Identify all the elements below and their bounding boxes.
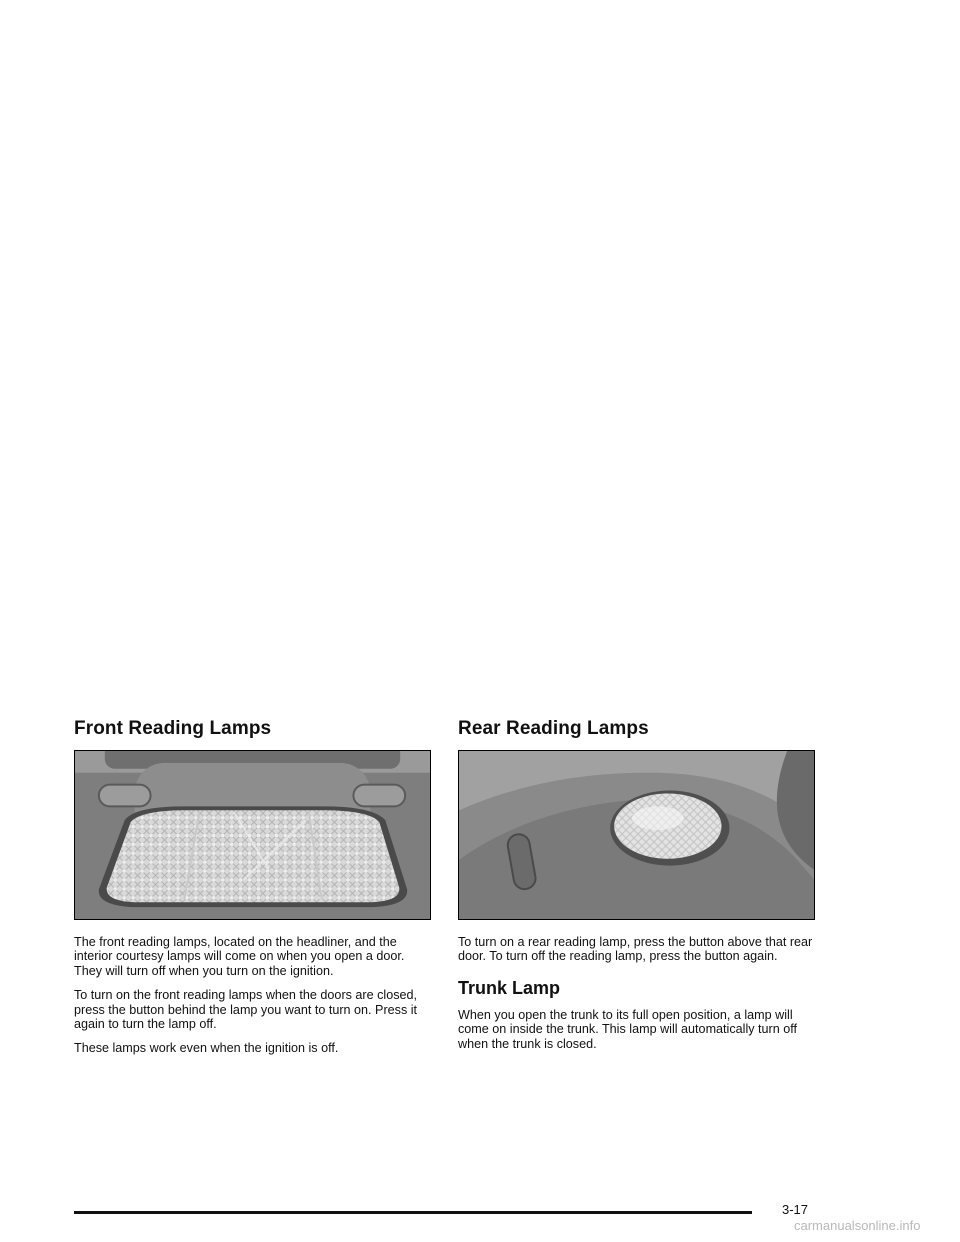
page-number: 3-17: [782, 1202, 809, 1217]
rear-reading-lamps-section: [458, 716, 815, 1051]
section-heading: Rear Reading Lamps: [458, 718, 649, 739]
paragraph: When you open the trunk to its full open position, a lamp will come on inside the trunk. This lamp will automatically turn off when the trunk is closed.: [458, 1007, 798, 1051]
section-heading: Front Reading Lamps: [74, 718, 272, 739]
paragraph: These lamps work even when the ignition is off.: [74, 1041, 339, 1056]
subsection-heading: Trunk Lamp: [458, 977, 561, 998]
paragraph: To turn on the front reading lamps when the doors are closed, press the button behind the lamp you want to turn on. Press it again to turn the lamp off.: [74, 988, 418, 1032]
watermark: carmanualsonline.info: [794, 1218, 921, 1233]
footer-rule: [74, 1211, 752, 1214]
paragraph: The front reading lamps, located on the headliner, and the interior courtesy lamps will come on when you open a door. They will turn off when you turn on the ignition.: [74, 935, 405, 978]
paragraph: To turn on a rear reading lamp, press the button above that rear door. To turn off the reading lamp, press the button again.: [458, 935, 813, 964]
rear-reading-lamp-photo: [458, 750, 815, 920]
front-reading-lamps-section: [74, 716, 431, 1056]
front-reading-lamp-photo: [74, 750, 431, 920]
